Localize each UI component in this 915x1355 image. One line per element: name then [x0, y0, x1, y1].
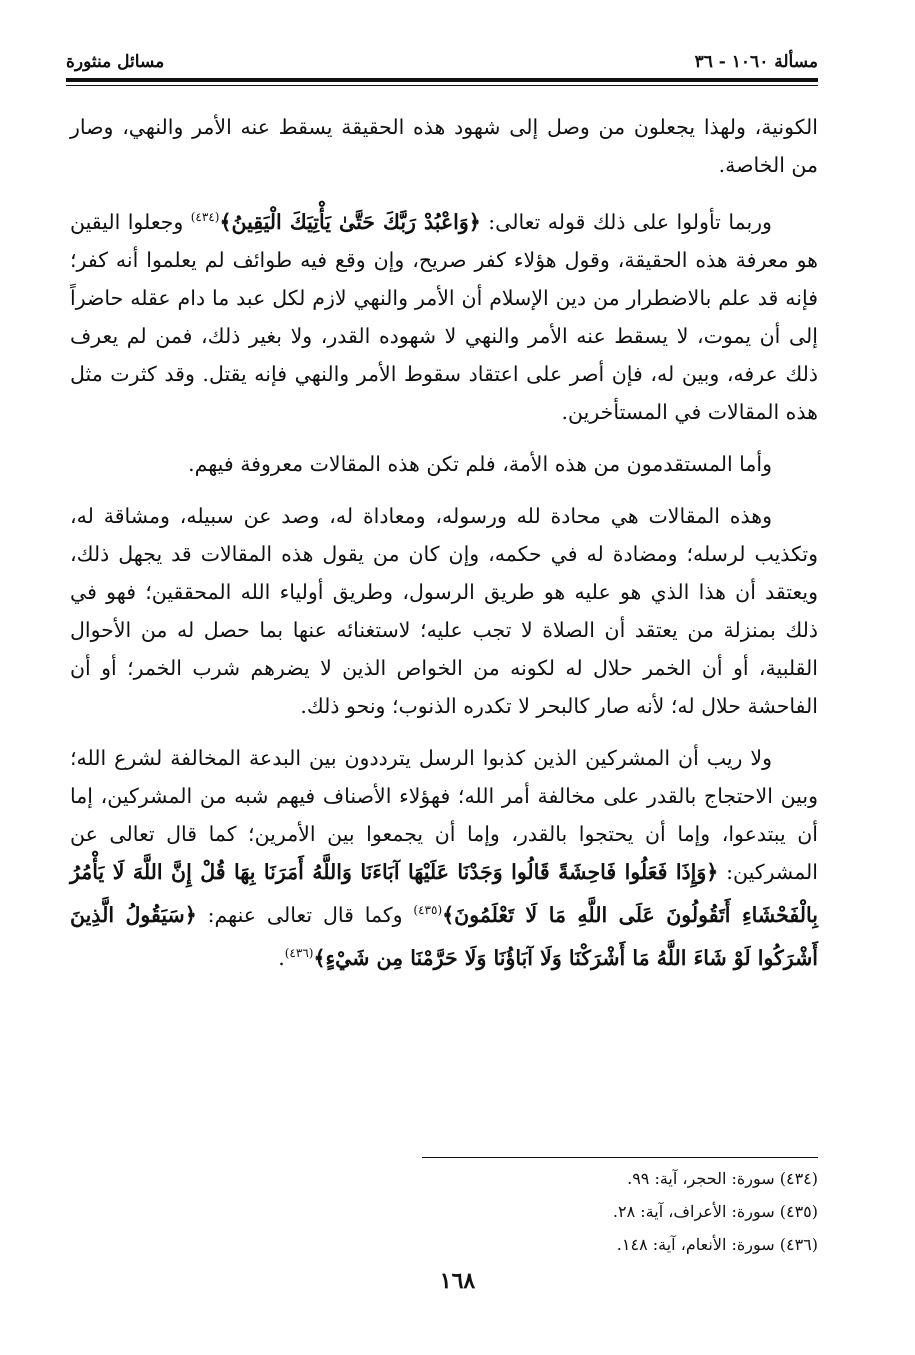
- footnote-436: (٤٣٦) سورة: الأنعام، آية: ١٤٨.: [616, 1235, 818, 1254]
- footnote-434: (٤٣٤) سورة: الحجر، آية: ٩٩.: [627, 1169, 818, 1188]
- header-issue-number: مسألة ١٠٦٠ - ٣٦: [694, 52, 818, 72]
- paragraph-2: وربما تأولوا على ذلك قوله تعالى: ﴿وَاعْبُدْ رَبَّكَ حَتَّىٰ يَأْتِيَكَ الْيَقِينُ﴾$^{(٤٣٤)}$ وجعلوا اليقين هو معرفة هذه الحقيقة، وقول هؤلاء كفر صريح، وإن وقع فيه طوائف لم يعلموا أنه كفر؛ فإنه قد علم بالاضطرار من دين الإسلام أن الأمر والنهي لازم لكل عبد ما دام عقله حاضراً إلى أن يموت، لا يسقط عنه الأمر والنهي لا شهوده القدر، ولا بغير ذلك، فمن لم يعرف ذلك عرفه، وبين له، فإن أصر على اعتقاد سقوط الأمر والنهي فإنه يقتل. وقد كثرت مثل هذه المقالات في المستأخرين.: [70, 209, 818, 424]
- footnote-ref-434[interactable]: (٤٣٤): [190, 210, 220, 224]
- paragraph-4: وهذه المقالات هي محادة لله ورسوله، ومعاداة له، وصد عن سبيله، ومشاقة له، وتكذيب لرسله؛ ومضادة له في حكمه، وإن كان من يقول هذه المقالات قد يجهل ذلك، ويعتقد أن هذا الذي هو عليه هو طريق الرسول، وطريق أولياء الله المحققين؛ فهو في ذلك بمنزلة من يعتقد أن الصلاة لا تجب عليه؛ لاستغنائه عنها بما حصل له من الأحوال القلبية، أو أن الخمر حلال له لكونه من الخواص الذين لا يضرهم شرب الخمر؛ أو أن الفاحشة حلال له؛ لأنه صار كالبحر لا تكدره الذنوب؛ ونحو ذلك.: [70, 503, 819, 718]
- quran-verse-3: ﴿سَيَقُولُ الَّذِينَ أَشْرَكُوا لَوْ شَاءَ اللَّهُ مَا أَشْرَكْنَا وَلَا آبَاؤُنَا وَلَا حَرَّمْنَا مِن شَيْءٍ﴾: [70, 902, 818, 970]
- main-text: [70, 108, 818, 990]
- footnote-ref-435[interactable]: (٤٣٥): [413, 902, 443, 917]
- footnote-separator: [422, 1157, 818, 1158]
- paragraph-3: وأما المستقدمون من هذه الأمة، فلم تكن هذه المقالات معروفة فيهم.: [188, 451, 772, 476]
- paragraph-1: الكونية، ولهذا يجعلون من وصل إلى شهود هذه الحقيقة يسقط عنه الأمر والنهي، وصار من الخاصة.: [70, 115, 818, 177]
- footnotes: [422, 1162, 818, 1261]
- page-number: ١٦٨: [439, 1268, 476, 1294]
- header-book-title: مسائل منثورة: [66, 52, 165, 72]
- quran-verse-1: ﴿وَاعْبُدْ رَبَّكَ حَتَّىٰ يَأْتِيَكَ الْيَقِينُ﴾: [219, 209, 481, 234]
- footnote-ref-436[interactable]: (٤٣٦): [284, 945, 314, 960]
- paragraph-5: ولا ريب أن المشركين الذين كذبوا الرسل يترددون بين البدعة المخالفة لشرع الله؛ وبين الاحتجاج بالقدر على مخالفة أمر الله؛ فهؤلاء الأصناف فيهم شبه من المشركين، إما أن يبتدعوا، وإما أن يحتجوا بالقدر، وإما أن يجمعوا بين الأمرين؛ كما قال تعالى عن المشركين: ﴿وَإِذَا فَعَلُوا فَاحِشَةً قَالُوا وَجَدْنَا عَلَيْهَا آبَاءَنَا وَاللَّهُ أَمَرَنَا بِهَا قُلْ إِنَّ اللَّهَ لَا يَأْمُرُ بِالْفَحْشَاءِ أَتَقُولُونَ عَلَى اللَّهِ مَا لَا تَعْلَمُونَ﴾$^{(٤٣٥)}$ وكما قال تعالى عنهم: ﴿سَيَقُولُ الَّذِينَ أَشْرَكُوا لَوْ شَاءَ اللَّهُ مَا أَشْرَكْنَا وَلَا آبَاؤُنَا وَلَا حَرَّمْنَا مِن شَيْءٍ﴾$^{(٤٣٦)}$.: [70, 745, 818, 970]
- running-header: [66, 42, 818, 72]
- header-rule-thick: [66, 78, 818, 82]
- header-rule-thin: [66, 85, 818, 86]
- quran-verse-2: ﴿وَإِذَا فَعَلُوا فَاحِشَةً قَالُوا وَجَدْنَا عَلَيْهَا آبَاءَنَا وَاللَّهُ أَمَرَنَا بِهَا قُلْ إِنَّ اللَّهَ لَا يَأْمُرُ بِالْفَحْشَاءِ أَتَقُولُونَ عَلَى اللَّهِ مَا لَا تَعْلَمُونَ﴾: [70, 859, 818, 927]
- footnote-435: (٤٣٥) سورة: الأعراف، آية: ٢٨.: [612, 1202, 818, 1221]
